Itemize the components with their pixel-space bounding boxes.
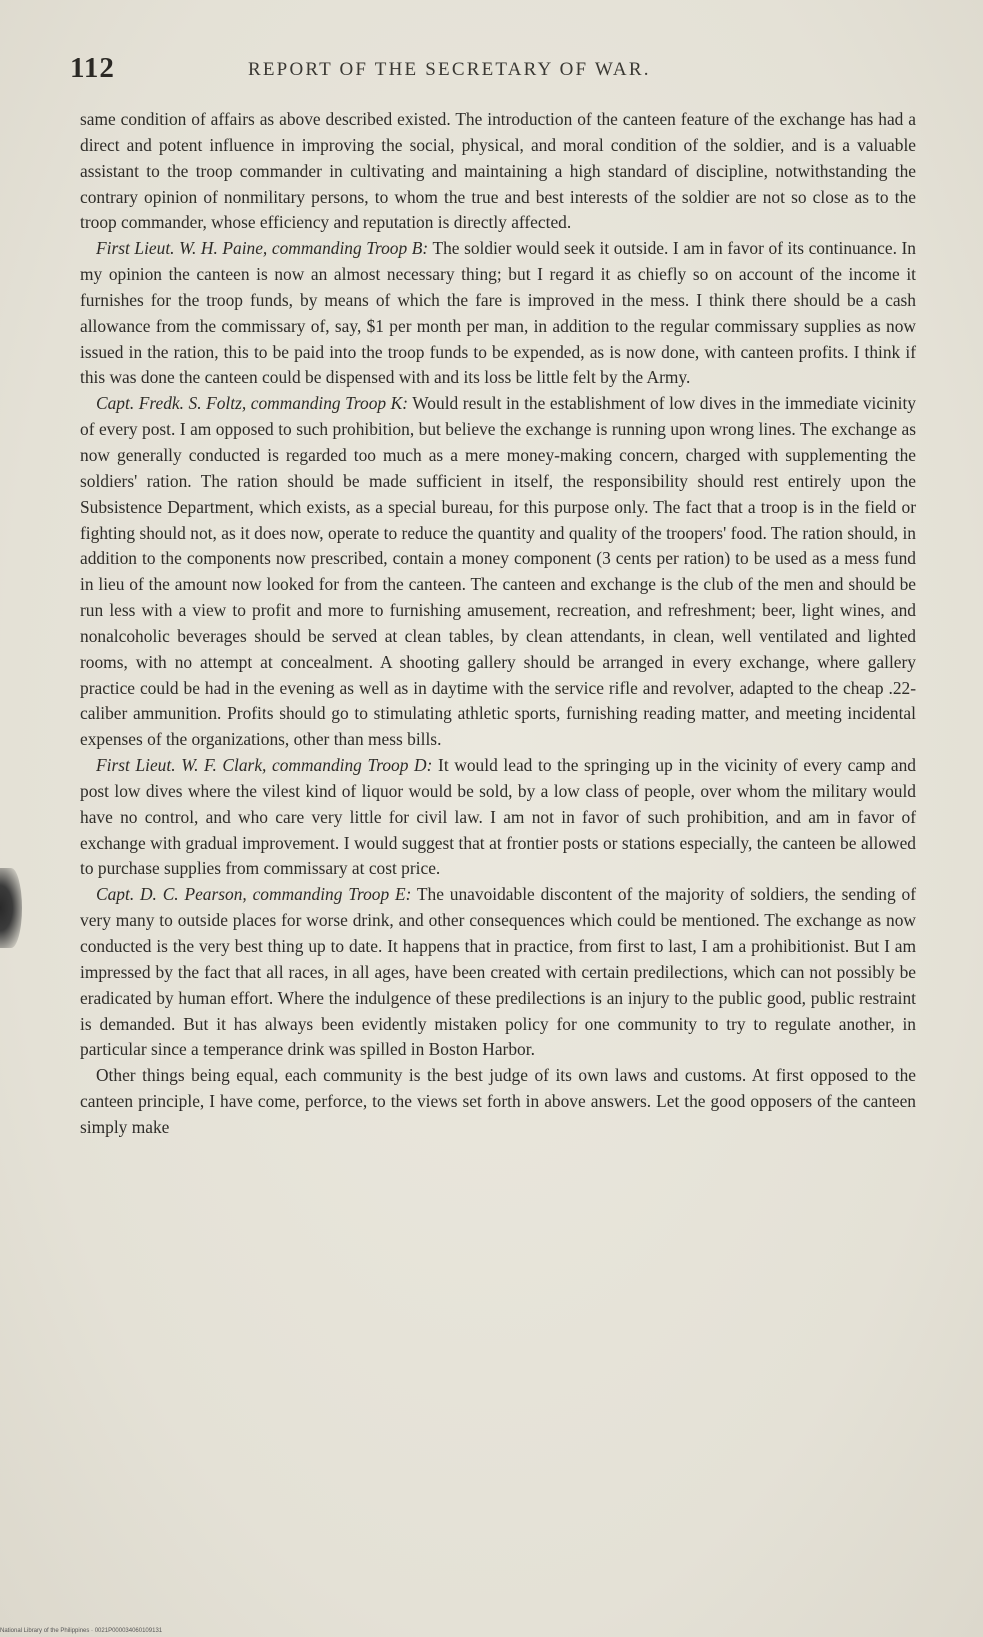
paragraph-2: [80, 391, 916, 753]
paragraph-speaker: Capt. D. C. Pearson, commanding Troop E:: [96, 884, 412, 905]
paragraph-3: [80, 753, 916, 882]
paragraph-speaker: Capt. Fredk. S. Foltz, commanding Troop K:: [96, 393, 409, 414]
paragraph-text: It would lead to the springing up in the vicinity of every camp and post low dives where the vilest kind of liquor would be sold, by a low class of people, over whom the military would have no control, and who care very little for civil law. I am not in favor of such prohibition, and am in favor of exchange with gradual improvement. I would suggest that at frontier posts or stations especially, the canteen be allowed to purchase supplies from commissary at cost price.: [80, 755, 917, 879]
scan-margin-blot: [0, 868, 22, 948]
paragraph-text: same condition of affairs as above described existed. The introduction of the canteen feature of the exchange has had a direct and potent influence in improving the social, physical, and moral condition of the soldier, and is a valuable assistant to the troop commander in cultivating and maintaining a high standard of discipline, notwithstanding the contrary opinion of nonmilitary persons, to whom the true and best interests of the soldier are not so close as to the troop commander, whose efficiency and reputation is directly affected.: [80, 109, 916, 233]
paragraph-5: [80, 1063, 916, 1141]
paragraph-speaker: First Lieut. W. H. Paine, commanding Troop B:: [96, 238, 429, 259]
paragraph-1: [80, 236, 916, 391]
running-head: [66, 52, 928, 92]
body-text: [80, 107, 916, 1141]
paragraph-0: [80, 107, 916, 236]
running-title: REPORT OF THE SECRETARY OF WAR.: [248, 59, 651, 80]
paragraph-4: [80, 882, 916, 1063]
paragraph-text: Other things being equal, each community is the best judge of its own laws and customs. At first opposed to the canteen principle, I have come, perforce, to the views set forth in above answers. Let the good opposers of the canteen simply make: [80, 1065, 916, 1137]
page-number: 112: [70, 52, 115, 84]
paragraph-text: The soldier would seek it outside. I am in favor of its continuance. In my opinion the canteen is now an almost necessary thing; but I regard it as chiefly so on account of the income it furnishes for the troop funds, by means of which the fare is improved in the mess. I think there should be a cash allowance from the commissary of, say, $1 per month per man, in addition to the regular commissary supplies as now issued in the ration, this to be paid into the troop funds to be expended, as is now done, with canteen profits. I think if this was done the canteen could be dispensed with and its loss be little felt by the Army.: [80, 238, 916, 388]
paragraph-speaker: First Lieut. W. F. Clark, commanding Troop D:: [96, 755, 433, 776]
paragraph-text: Would result in the establishment of low dives in the immediate vicinity of every post. I am opposed to such prohibition, but believe the exchange is running upon wrong lines. The exchange as now generally conducted is regarded too much as a mere money-making concern, charged with supplementing the soldiers' ration. The ration should be made sufficient in itself, the responsibility should rest entirely upon the Subsistence Department, which exists, as a special bureau, for this purpose only. The fact that a troop is in the field or fighting should not, as it does now, operate to reduce the quantity and quality of the troopers' food. The ration should, in addition to the components now prescribed, contain a money component (3 cents per ration) to be used as a mess fund in lieu of the amount now looked for from the canteen. The canteen and exchange is the club of the men and should be run less with a view to profit and more to furnishing amusement, recreation, and refreshment; beer, light wines, and nonalcoholic beverages should be served at clean tables, by clean attendants, in clean, well ventilated and lighted rooms, with no attempt at concealment. A shooting gallery should be arranged in every exchange, where gallery practice could be had in the evening as well as in daytime with the service rifle and revolver, adapted to the cheap .22-caliber ammunition. Profits should go to stimulating athletic sports, furnishing reading matter, and meeting incidental expenses of the organizations, other than mess bills.: [80, 393, 916, 750]
scan-source-line: National Library of the Philippines · 0021P000034060109131: [0, 1628, 163, 1634]
paragraph-text: The unavoidable discontent of the majority of soldiers, the sending of very many to outside places for worse drink, and other consequences which could be mentioned. The exchange as now conducted is the very best thing up to date. It happens that in practice, from first to last, I am a prohibitionist. But I am impressed by the fact that all races, in all ages, have been created with certain predilections, which can not possibly be eradicated by human effort. Where the indulgence of these predilections is an injury to the public good, public restraint is demanded. But it has always been evidently mistaken policy for one community to try to regulate another, in particular since a temperance drink was spilled in Boston Harbor.: [80, 884, 916, 1060]
